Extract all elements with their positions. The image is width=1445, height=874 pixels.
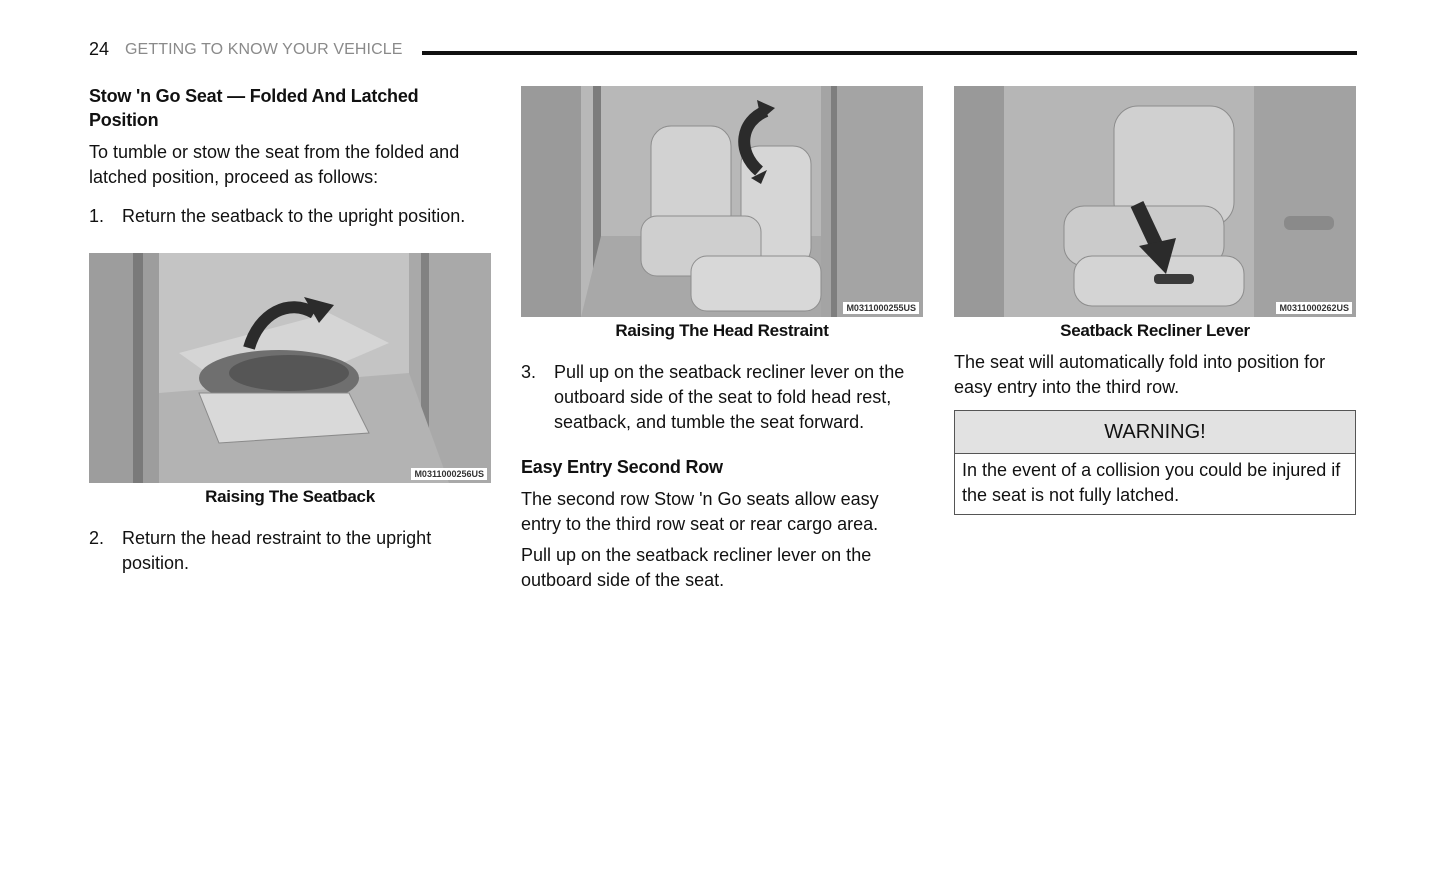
step-number: 1. (89, 206, 105, 226)
step-text: Return the seatback to the upright position. (122, 206, 466, 226)
intro-paragraph: To tumble or stow the seat from the folded and latched position, proceed as follows: (89, 142, 460, 187)
step-number: 3. (521, 362, 537, 382)
step-text: Return the head restraint to the upright position. (122, 528, 432, 573)
header-rule (422, 51, 1357, 55)
warning-title: WARNING! (955, 411, 1355, 454)
recliner-lever-illustration (954, 86, 1356, 317)
stow-n-go-heading: Stow 'n Go Seat — Folded And Latched Position (89, 86, 419, 130)
figure-code: M0311000255US (843, 302, 919, 314)
step-1 (89, 204, 491, 229)
step-3 (521, 360, 923, 435)
page-number: 24 (89, 39, 110, 59)
warning-box (954, 410, 1356, 515)
step-2 (89, 526, 491, 576)
column-2 (521, 86, 923, 593)
warning-text: In the event of a collision you could be injured if the seat is not fully latched. (962, 460, 1341, 505)
recliner-paragraph: Pull up on the seatback recliner lever on the outboard side of the seat. (521, 545, 872, 590)
seatback-recliner-figure (954, 86, 1356, 317)
easy-entry-heading: Easy Entry Second Row (521, 457, 723, 477)
section-title: GETTING TO KNOW YOUR VEHICLE (125, 41, 403, 58)
step-number: 2. (89, 528, 105, 548)
raising-head-restraint-figure (521, 86, 923, 317)
figure-caption: Raising The Seatback (205, 487, 375, 506)
figure-caption: Seatback Recliner Lever (1060, 321, 1250, 340)
raising-seatback-figure (89, 253, 491, 483)
head-restraint-illustration (521, 86, 923, 317)
column-3 (954, 86, 1356, 515)
seatback-illustration (89, 253, 491, 483)
step-text: Pull up on the seatback recliner lever on the outboard side of the seat to fold head rest, seatback, and tumble the seat forward. (554, 362, 905, 432)
figure-code: M0311000256US (411, 468, 487, 480)
figure-caption: Raising The Head Restraint (615, 321, 829, 340)
page-header (89, 38, 1357, 64)
auto-fold-paragraph: The seat will automatically fold into position for easy entry into the third row. (954, 352, 1326, 397)
easy-entry-paragraph: The second row Stow 'n Go seats allow easy entry to the third row seat or rear cargo area. (521, 489, 879, 534)
column-1 (89, 84, 491, 576)
figure-code: M0311000262US (1276, 302, 1352, 314)
